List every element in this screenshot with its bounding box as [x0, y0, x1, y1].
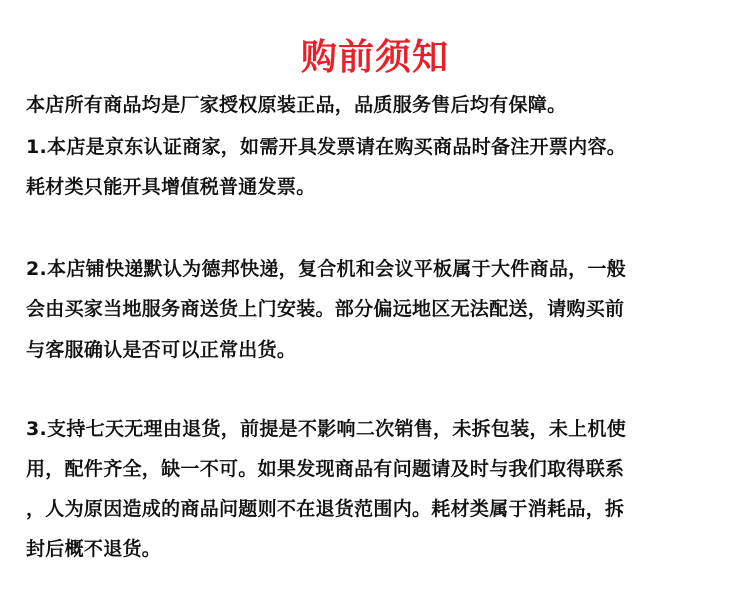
- section3-line-1: 3.支持七天无理由退货，前提是不影响二次销售，未拆包装，未上机使: [26, 418, 627, 440]
- section3-line-4: 封后概不退货。: [26, 538, 162, 560]
- page-title: 购前须知: [300, 37, 449, 78]
- section2-line-1: 2.本店铺快递默认为德邦快递，复合机和会议平板属于大件商品，一般: [26, 258, 627, 280]
- section1-line-2: 耗材类只能开具增值税普通发票。: [26, 176, 316, 198]
- section3-line-3: ，人为原因造成的商品问题则不在退货范围内。耗材类属于消耗品，拆: [26, 498, 625, 520]
- section2-line-2: 会由买家当地服务商送货上门安装。部分偏远地区无法配送，请购买前: [26, 298, 625, 320]
- section3-line-2: 用，配件齐全，缺一不可。如果发现商品有问题请及时与我们取得联系: [26, 458, 625, 480]
- section1-line-1: 1.本店是京东认证商家，如需开具发票请在购买商品时备注开票内容。: [26, 136, 627, 158]
- section2-line-3: 与客服确认是否可以正常出货。: [26, 339, 297, 361]
- intro-text: 本店所有商品均是厂家授权原装正品，品质服务售后均有保障。: [26, 94, 567, 116]
